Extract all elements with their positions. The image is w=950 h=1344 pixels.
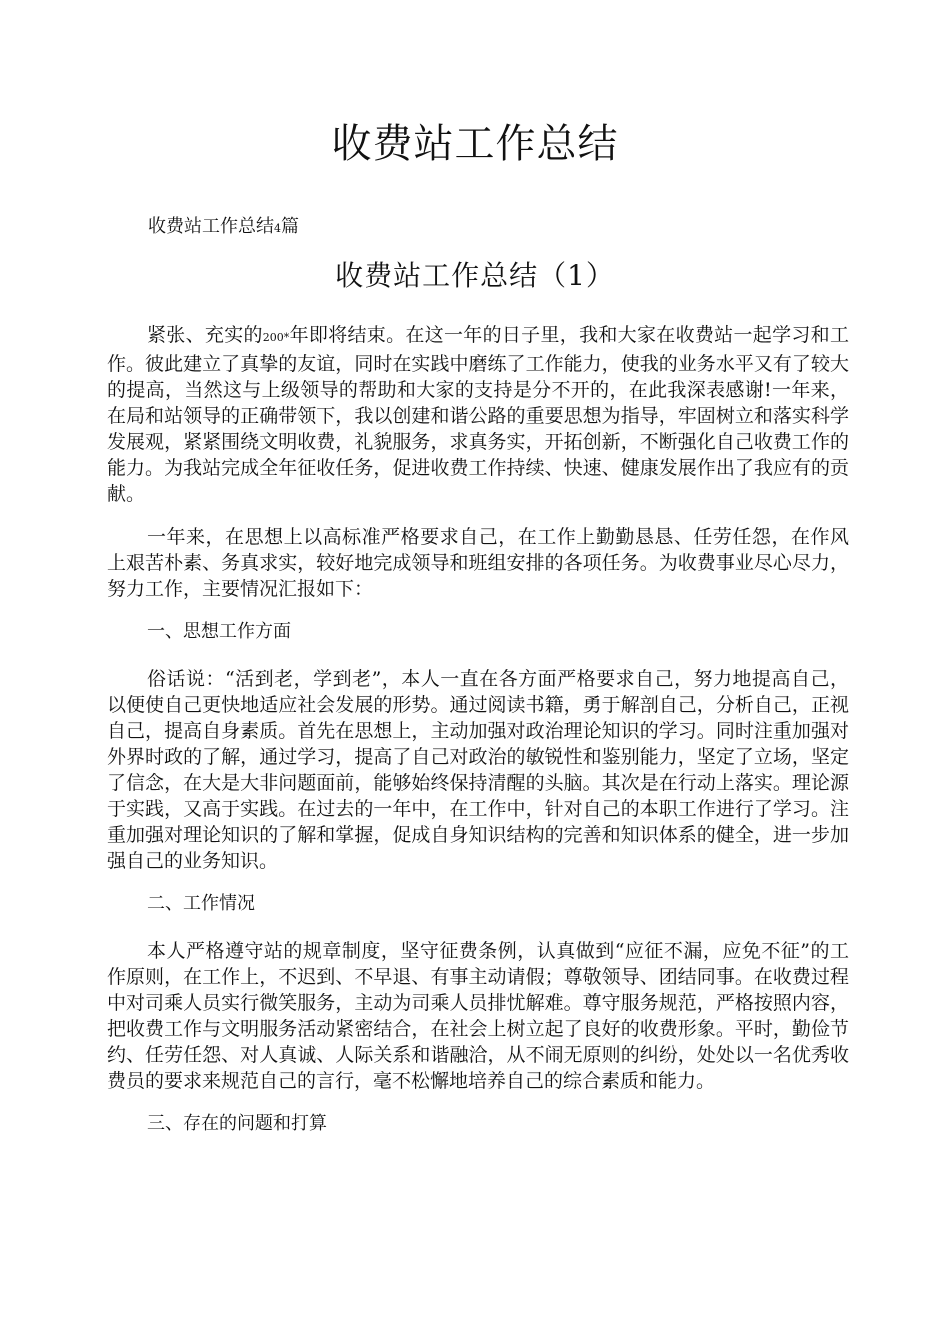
paragraph-2: 一年来，在思想上以高标准严格要求自己，在工作上勤勤恳恳、任劳任怨，在作风上艰苦朴素、务真求实，较好地完成领导和班组安排的各项任务。为收费事业尽心尽力，努力工作，主要情况汇报如下： [107, 526, 849, 600]
paragraph-3: 俗话说：“活到老，学到老”，本人一直在各方面严格要求自己，努力地提高自己，以便使自己更快地适应社会发展的形势。通过阅读书籍，勇于解剖自己，分析自己，正视自己，提高自身素质。首先在思想上，主动加强对政治理论知识的学习。同时注重加强对外界时政的了解，通过学习，提高了自己对政治的敏锐性和鉴别能力，坚定了立场，坚定了信念，在大是大非问题面前，能够始终保持清醒的头脑。其次是在行动上落实。理论源于实践，又高于实践。在过去的一年中，在工作中，针对自己的本职工作进行了学习。注重加强对理论知识的了解和掌握，促成自身知识结构的完善和知识体系的健全，进一步加强自己的业务知识。 [107, 668, 849, 872]
paragraph-1-year: 200* [262, 331, 290, 344]
paragraph-1-rest: 年即将结束。在这一年的日子里，我和大家在收费站一起学习和工作。彼此建立了真挚的友谊，同时在实践中磨练了工作能力，使我的业务水平又有了较大的提高，当然这与上级领导的帮助和大家的支持是分不开的，在此我深表感谢!一年来，在局和站领导的正确带领下，我以创建和谐公路的重要思想为指导，牢固树立和落实科学发展观，紧紧围绕文明收费，礼貌服务，求真务实，开拓创新，不断强化自己收费工作的能力。为我站完成全年征收任务，促进收费工作持续、快速、健康发展作出了我应有的贡献。 [107, 324, 849, 505]
subtitle-suffix: 篇 [281, 216, 299, 237]
heading-thought-work: 一、思想工作方面 [147, 621, 291, 642]
body-text [107, 322, 849, 1158]
document-subtitle [148, 214, 299, 242]
heading-problems-plans: 三、存在的问题和打算 [147, 1113, 327, 1134]
paragraph-4: 本人严格遵守站的规章制度，坚守征费条例，认真做到“应征不漏，应免不征”的工作原则，在工作上，不迟到、不早退、有事主动请假；尊敬领导、团结同事。在收费过程中对司乘人员实行微笑服务，主动为司乘人员排忧解难。尊守服务规范，严格按照内容，把收费工作与文明服务活动紧密结合，在社会上树立起了良好的收费形象。平时，勤俭节约、任劳任怨、对人真诚、人际关系和谐融洽，从不闹无原则的纠纷，处处以一名优秀收费员的要求来规范自己的言行，毫不松懈地培养自己的综合素质和能力。 [107, 940, 849, 1092]
section-title: 收费站工作总结（1） [335, 259, 615, 292]
paragraph-1-start: 紧张、充实的 [147, 324, 263, 346]
subtitle-count: 4 [274, 222, 281, 235]
document-title: 收费站工作总结 [331, 121, 619, 167]
subtitle-prefix: 收费站工作总结 [148, 216, 274, 237]
heading-work-situation: 二、工作情况 [147, 893, 255, 914]
paragraph-1 [107, 322, 849, 507]
